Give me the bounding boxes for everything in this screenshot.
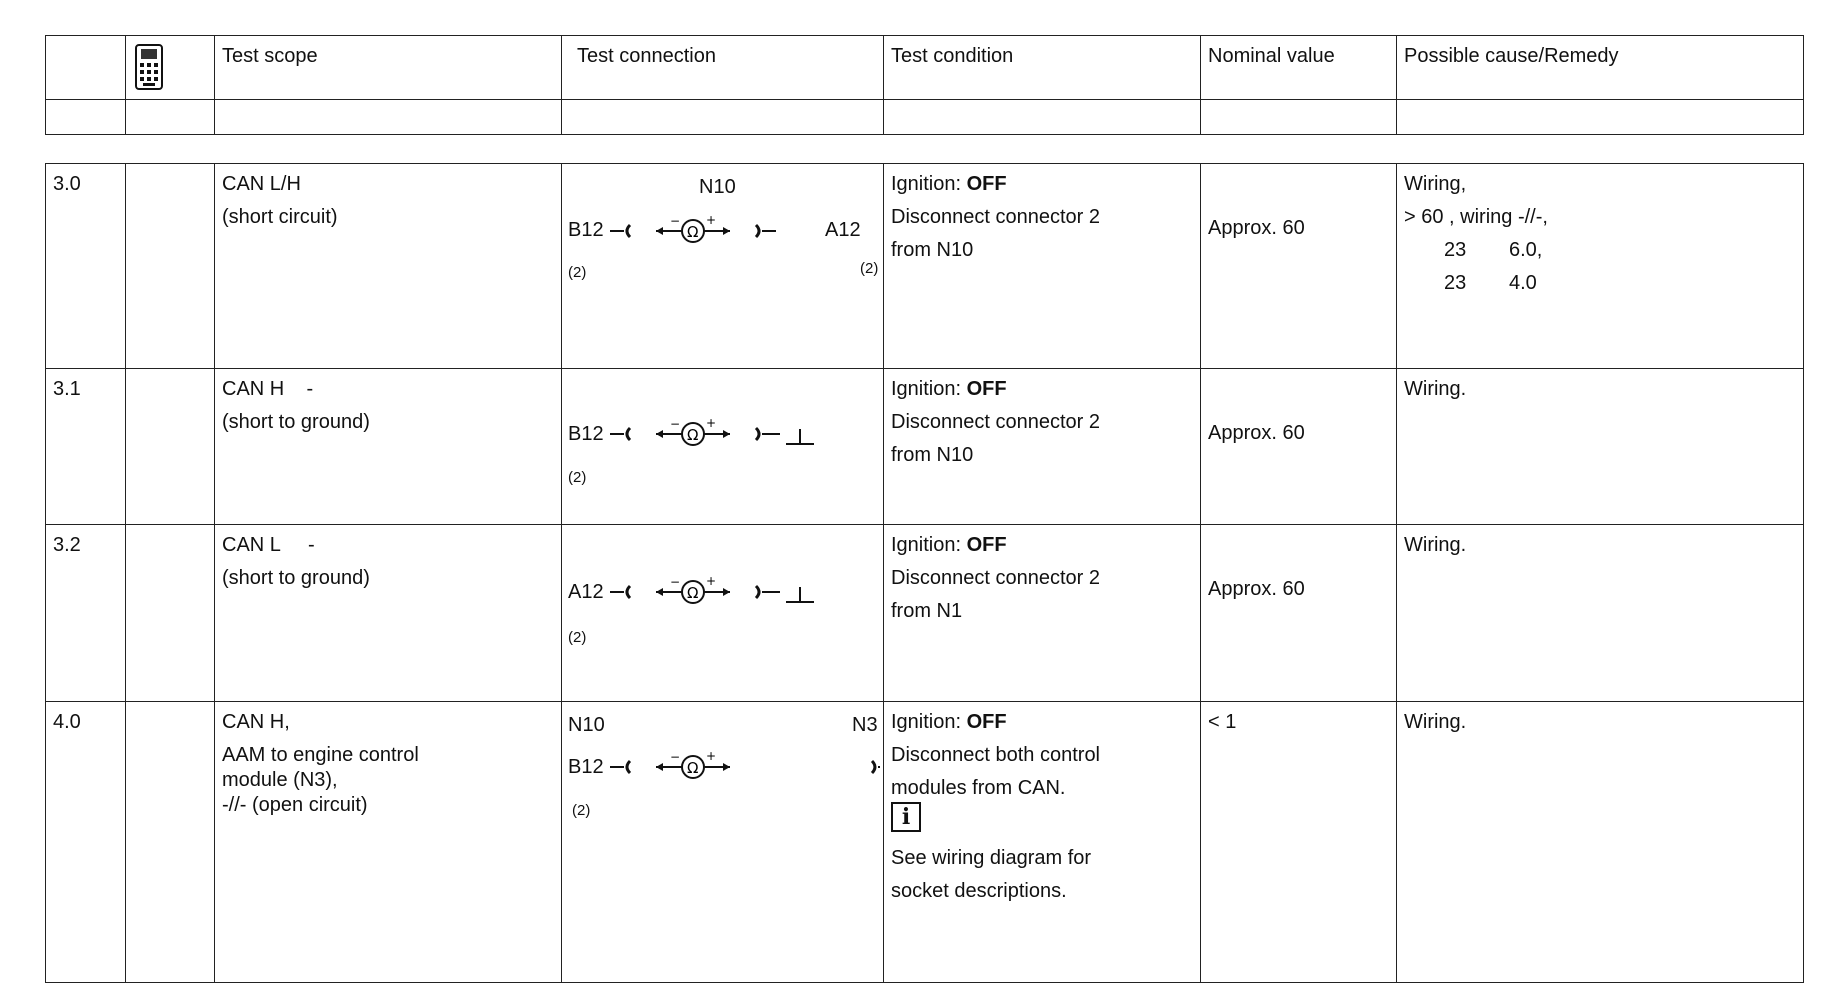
condition-ignition: Ignition: OFF [891, 173, 1007, 195]
test-scope-cell [215, 702, 562, 983]
connector-left-label: A12 [568, 581, 604, 603]
table-row [46, 164, 1804, 369]
svg-text:+: + [706, 416, 717, 430]
scope-line: (short to ground) [222, 411, 370, 433]
condition-ignition: Ignition: OFF [891, 711, 1007, 733]
header-nominal-value: Nominal value [1201, 36, 1397, 100]
condition-line: modules from CAN. [891, 777, 1066, 799]
connector-top-left-label: N10 [568, 714, 605, 736]
connector-top-right-label: N3 [852, 714, 878, 736]
nominal-value-cell [1201, 525, 1397, 702]
svg-text:−: − [670, 750, 681, 764]
scope-line: (short circuit) [222, 206, 338, 228]
ohm-meter-icon [610, 573, 880, 613]
test-condition-cell [884, 369, 1201, 525]
possible-cause-cell [1397, 369, 1804, 525]
test-condition-cell [884, 525, 1201, 702]
test-scope-cell [215, 369, 562, 525]
ohm-meter-icon [610, 748, 880, 788]
condition-line: Disconnect connector 2 [891, 206, 1101, 228]
connector-left-sub: (2) [568, 629, 587, 646]
test-scope-cell [215, 525, 562, 702]
scope-line: (short to ground) [222, 567, 370, 589]
nominal-value-cell [1201, 702, 1397, 983]
header-empty-cell [215, 100, 562, 135]
nominal-value: < 1 [1208, 711, 1237, 733]
cause-line: Wiring. [1404, 378, 1467, 400]
test-scope-cell [215, 164, 562, 369]
condition-line: Disconnect connector 2 [891, 411, 1101, 433]
possible-cause-cell [1397, 525, 1804, 702]
svg-text:Ω: Ω [687, 584, 699, 602]
connector-left-label: B12 [568, 219, 604, 241]
nominal-value-cell [1201, 164, 1397, 369]
info-icon: i [891, 802, 921, 832]
cause-line: Wiring. [1404, 711, 1467, 733]
test-connection-cell [562, 702, 884, 983]
cause-line: Wiring, [1404, 173, 1467, 195]
scope-line: CAN L - [222, 534, 315, 556]
tester-cell [126, 164, 215, 369]
connector-right-label: A12 [825, 219, 861, 241]
header-empty-cell [884, 100, 1201, 135]
header-possible-cause: Possible cause/Remedy [1397, 36, 1804, 100]
scope-line: module (N3), [222, 769, 338, 791]
step-number: 4.0 [46, 702, 126, 983]
header-test-connection: Test connection [562, 36, 884, 100]
test-steps-table [45, 163, 1804, 983]
header-empty-cell [1397, 100, 1804, 135]
svg-text:+: + [706, 749, 717, 763]
hand-held-tester-icon [134, 43, 164, 91]
condition-line: socket descriptions. [891, 880, 1067, 902]
table-row [46, 525, 1804, 702]
svg-text:Ω: Ω [687, 223, 699, 241]
step-number: 3.1 [46, 369, 126, 525]
ground-icon [786, 429, 814, 444]
header-empty-cell [126, 100, 215, 135]
condition-line: Disconnect connector 2 [891, 567, 1101, 589]
connector-top-label: N10 [699, 176, 736, 198]
table-row [46, 369, 1804, 525]
scope-line: -//- (open circuit) [222, 794, 368, 816]
possible-cause-cell [1397, 164, 1804, 369]
scope-line: CAN H - [222, 378, 314, 400]
condition-line: from N1 [891, 600, 963, 622]
condition-ignition: Ignition: OFF [891, 378, 1007, 400]
svg-text:−: − [670, 417, 681, 431]
connector-right-sub: (2) [860, 260, 879, 277]
scope-line: AAM to engine control [222, 744, 419, 766]
condition-line: See wiring diagram for [891, 847, 1092, 869]
header-test-condition: Test condition [884, 36, 1201, 100]
header-tester-cell [126, 36, 215, 100]
svg-text:−: − [670, 214, 681, 228]
scope-line: CAN H, [222, 711, 290, 733]
test-connection-cell [562, 164, 884, 369]
tester-cell [126, 525, 215, 702]
test-condition-cell [884, 702, 1201, 983]
test-connection-cell [562, 525, 884, 702]
nominal-value: Approx. 60 [1208, 217, 1305, 239]
svg-text:+: + [706, 574, 717, 588]
tester-cell [126, 702, 215, 983]
cause-line: > 60 , wiring -//-, [1404, 206, 1548, 228]
cause-line: Wiring. [1404, 534, 1467, 556]
nominal-value: Approx. 60 [1208, 422, 1305, 444]
condition-line: from N10 [891, 239, 974, 261]
header-test-scope: Test scope [215, 36, 562, 100]
step-number: 3.2 [46, 525, 126, 702]
svg-text:−: − [670, 575, 681, 589]
header-empty-cell [562, 100, 884, 135]
table-row [46, 702, 1804, 983]
test-connection-cell [562, 369, 884, 525]
ground-icon [786, 587, 814, 602]
connector-left-sub: (2) [568, 264, 587, 281]
svg-text:Ω: Ω [687, 759, 699, 777]
connector-left-label: B12 [568, 756, 604, 778]
header-step-cell [46, 36, 126, 100]
scope-line: CAN L/H [222, 173, 301, 195]
ohm-meter-icon [610, 415, 880, 455]
cause-line: 23 6.0, [1444, 239, 1543, 261]
connector-left-sub: (2) [572, 802, 591, 819]
possible-cause-cell [1397, 702, 1804, 983]
test-condition-cell [884, 164, 1201, 369]
svg-text:Ω: Ω [687, 426, 699, 444]
condition-line: Disconnect both control [891, 744, 1101, 766]
header-empty-cell [1201, 100, 1397, 135]
cause-line: 23 4.0 [1444, 272, 1537, 294]
header-empty-cell [46, 100, 126, 135]
svg-text:+: + [706, 213, 717, 227]
ohm-meter-icon [610, 212, 830, 252]
step-number: 3.0 [46, 164, 126, 369]
connector-left-label: B12 [568, 423, 604, 445]
condition-ignition: Ignition: OFF [891, 534, 1007, 556]
nominal-value: Approx. 60 [1208, 578, 1305, 600]
connector-left-sub: (2) [568, 469, 587, 486]
condition-line: from N10 [891, 444, 974, 466]
nominal-value-cell [1201, 369, 1397, 525]
tester-cell [126, 369, 215, 525]
header-table [45, 35, 1804, 135]
